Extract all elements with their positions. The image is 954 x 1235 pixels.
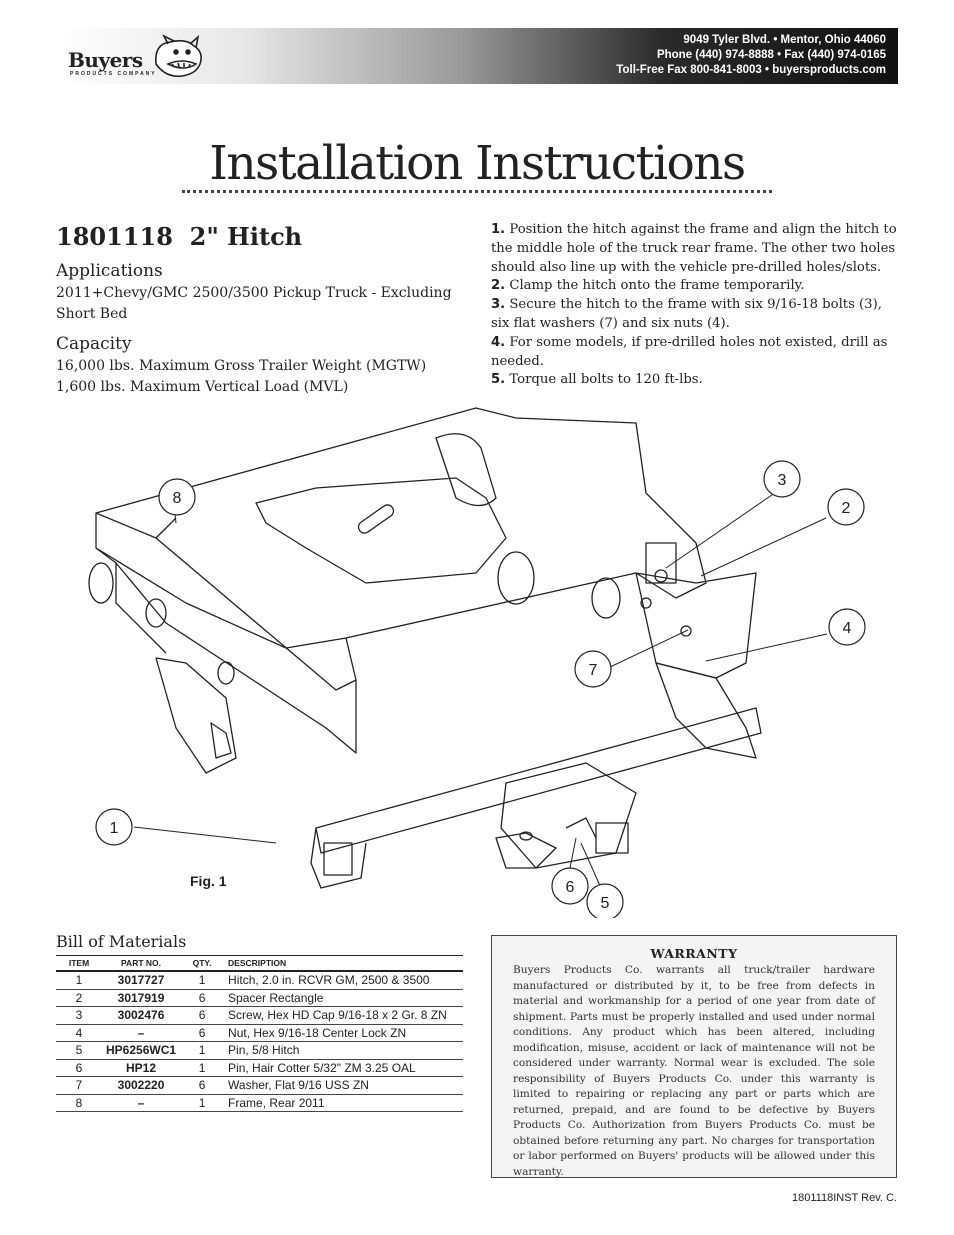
bom-title: Bill of Materials — [56, 932, 187, 951]
capacity-line: 16,000 lbs. Maximum Gross Trailer Weight (MGTW) — [56, 358, 427, 374]
step-item: 5. Torque all bolts to 120 ft-lbs. — [491, 372, 703, 388]
table-row: 8 – 1 Frame, Rear 2011 — [56, 1094, 463, 1112]
bom-header-row — [56, 956, 463, 972]
figure-label: Fig. 1 — [190, 873, 227, 889]
part-title — [56, 222, 302, 251]
warranty-box — [491, 935, 897, 1178]
part-name: 2" Hitch — [189, 222, 303, 251]
page-title: Installation Instructions — [209, 136, 745, 191]
capacity-line: 1,600 lbs. Maximum Vertical Load (MVL) — [56, 379, 349, 395]
hitch-diagram — [56, 398, 886, 918]
warranty-title: WARRANTY — [650, 946, 738, 961]
col-item: ITEM — [56, 956, 102, 972]
svg-text:5: 5 — [600, 895, 610, 912]
buyers-logo — [68, 34, 208, 80]
contact-tollfree: Toll-Free Fax 800-841-8003 • buyersproducts.com — [616, 64, 886, 76]
applications-heading: Applications — [56, 261, 163, 281]
table-row: 6 HP12 1 Pin, Hair Cotter 5/32" ZM 3.25 OAL — [56, 1059, 463, 1077]
svg-text:8: 8 — [172, 490, 182, 507]
contact-address: 9049 Tyler Blvd. • Mentor, Ohio 44060 — [683, 34, 886, 46]
document-footer: 1801118INST Rev. C. — [792, 1192, 897, 1204]
capacity-text — [56, 356, 466, 398]
svg-text:1: 1 — [109, 820, 119, 837]
svg-text:6: 6 — [565, 879, 575, 896]
applications-text — [56, 283, 466, 325]
applications-line: 2011+Chevy/GMC 2500/3500 Pickup Truck - Excluding — [56, 285, 452, 301]
table-row: 4 – 6 Nut, Hex 9/16-18 Center Lock ZN — [56, 1024, 463, 1042]
bom-table — [56, 955, 463, 1112]
part-number: 1801118 — [56, 222, 173, 251]
warranty-text: Buyers Products Co. warrants all truck/trailer hardware manufactured or distributed by it, to be free from defects in material and workmanship for a period of one year from date of shipment. Parts must be properly installed and used under normal conditions. Any product which has been altered, including modification, misuse, accident or lack of maintenance will not be considered under warranty. Normal wear is excluded. The sole responsibility of Buyers Products Co. under this warranty is limited to repairing or replacing any part or parts which are returned, prepaid, and are found to be defective by Buyers Products Co. Authorization from Buyers Products Co. must be obtained before returning any part. No charges for transportation or labor performed on Buyers' products will be allowed under this warranty. — [513, 964, 875, 1178]
header-bar — [56, 28, 898, 84]
contact-phone: Phone (440) 974-8888 • Fax (440) 974-0165 — [656, 49, 886, 61]
step-item: 2. Clamp the hitch onto the frame temporarily. — [491, 278, 805, 294]
col-qty: QTY. — [180, 956, 224, 972]
step-item: 1. Position the hitch against the frame and align the hitch to the middle hole of the truck rear frame. The other two holes should also line up with the vehicle pre-drilled holes/slots. — [491, 222, 897, 275]
contact-block — [616, 33, 886, 78]
logo-wordmark: Buyers — [68, 48, 143, 72]
svg-text:3: 3 — [777, 472, 787, 489]
table-row: 2 3017919 6 Spacer Rectangle — [56, 989, 463, 1007]
table-row: 7 3002220 6 Washer, Flat 9/16 USS ZN — [56, 1077, 463, 1095]
installation-steps — [491, 221, 901, 390]
svg-text:7: 7 — [588, 662, 598, 679]
logo-subtext: PRODUCTS COMPANY — [70, 71, 157, 77]
table-row: 3 3002476 6 Screw, Hex HD Cap 9/16-18 x 2 Gr. 8 ZN — [56, 1007, 463, 1025]
table-row: 5 HP6256WC1 1 Pin, 5/8 Hitch — [56, 1042, 463, 1060]
capacity-heading: Capacity — [56, 334, 132, 354]
applications-line: Short Bed — [56, 306, 128, 322]
svg-text:2: 2 — [841, 500, 851, 517]
title-divider — [182, 190, 772, 193]
step-item: 3. Secure the hitch to the frame with six 9/16-18 bolts (3), six flat washers (7) and six nuts (4). — [491, 297, 882, 331]
svg-text:4: 4 — [842, 620, 852, 637]
table-row: 1 3017727 1 Hitch, 2.0 in. RCVR GM, 2500 & 3500 — [56, 971, 463, 989]
col-part-no: PART NO. — [102, 956, 180, 972]
step-item: 4. For some models, if pre-drilled holes not existed, drill as needed. — [491, 334, 888, 369]
col-description: DESCRIPTION — [224, 956, 463, 972]
